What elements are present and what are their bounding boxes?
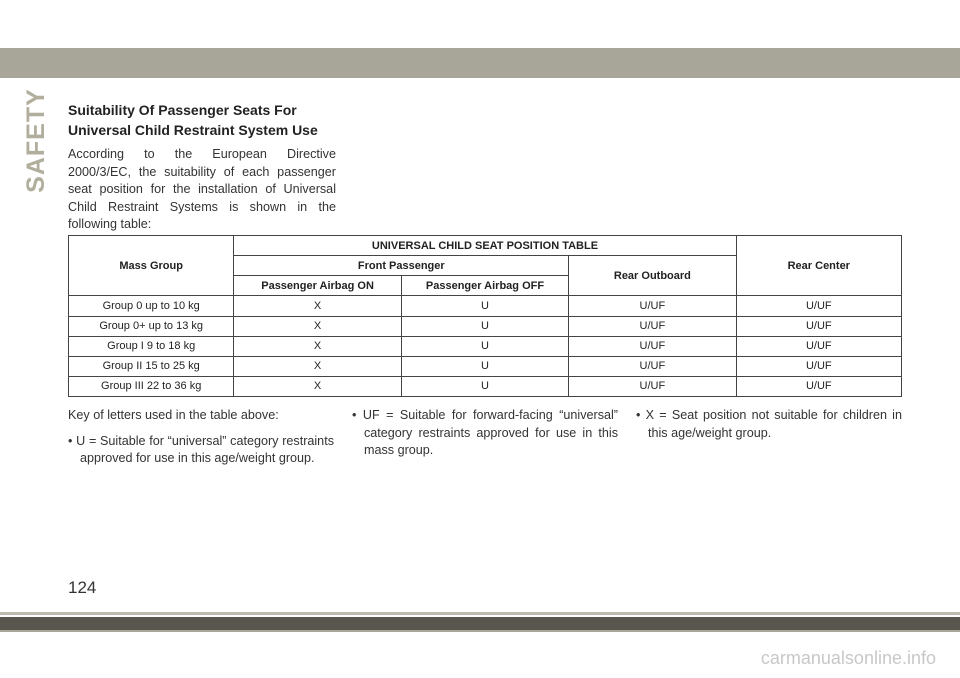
- key-u: • U = Suitable for “universal” category restraints approved for use in this age/weight group.: [68, 433, 334, 465]
- table-row: [69, 336, 902, 356]
- section-tab: [16, 87, 56, 193]
- header-rear-center: Rear Center: [736, 236, 901, 296]
- table-cell: U/UF: [569, 336, 736, 356]
- table-cell: U/UF: [736, 356, 901, 376]
- watermark: carmanualsonline.info: [760, 648, 936, 668]
- table-cell: X: [234, 356, 401, 376]
- key-column-2: [352, 407, 618, 468]
- table-cell: U/UF: [736, 316, 901, 336]
- header-front-passenger: Front Passenger: [234, 256, 569, 276]
- header-table-title: UNIVERSAL CHILD SEAT POSITION TABLE: [234, 236, 736, 256]
- table-cell: U/UF: [736, 336, 901, 356]
- section-heading: Suitability Of Passenger Seats For Universal Child Restraint System Use: [68, 102, 318, 138]
- section-tab-label: SAFETY: [21, 87, 50, 193]
- table-cell: U: [401, 296, 568, 316]
- key-column-3: [636, 407, 902, 450]
- table-cell: U: [401, 356, 568, 376]
- table-body: [69, 296, 902, 397]
- header-airbag-on: Passenger Airbag ON: [234, 276, 401, 296]
- key-x: • X = Seat position not suitable for children in this age/weight group.: [636, 408, 902, 440]
- table-cell: X: [234, 336, 401, 356]
- header-mass-group: Mass Group: [69, 236, 234, 296]
- table-cell: U/UF: [736, 376, 901, 396]
- table-cell: U: [401, 376, 568, 396]
- table-row: [69, 376, 902, 396]
- table-row: [69, 356, 902, 376]
- table-cell: Group II 15 to 25 kg: [69, 356, 234, 376]
- table-cell: Group 0+ up to 13 kg: [69, 316, 234, 336]
- table-cell: X: [234, 376, 401, 396]
- header-airbag-off: Passenger Airbag OFF: [401, 276, 568, 296]
- table-cell: U: [401, 336, 568, 356]
- top-band: [0, 48, 960, 78]
- table-row: [69, 316, 902, 336]
- header-rear-outboard: Rear Outboard: [569, 256, 736, 296]
- table-cell: U: [401, 316, 568, 336]
- key-intro: Key of letters used in the table above:: [68, 408, 279, 422]
- table-row: [69, 296, 902, 316]
- child-seat-position-table: [68, 235, 902, 397]
- bottom-rule-2: [0, 630, 960, 632]
- table-cell: X: [234, 296, 401, 316]
- table-cell: U/UF: [569, 376, 736, 396]
- intro-paragraph: According to the European Directive 2000/3/EC, the suitability of each passenger seat position for the installation of Universal Child Restraint Systems is shown in the following table:: [68, 147, 336, 231]
- table-cell: Group III 22 to 36 kg: [69, 376, 234, 396]
- page-number: 124: [68, 578, 97, 597]
- bottom-rule: [0, 612, 960, 615]
- key-uf: • UF = Suitable for forward-facing “universal” category restraints approved for use in this mass group.: [352, 408, 618, 457]
- bottom-band: [0, 617, 960, 630]
- table-cell: Group I 9 to 18 kg: [69, 336, 234, 356]
- table-cell: U/UF: [569, 316, 736, 336]
- table-cell: U/UF: [569, 296, 736, 316]
- table-cell: X: [234, 316, 401, 336]
- key-column-1: [68, 407, 334, 476]
- table-cell: U/UF: [569, 356, 736, 376]
- table-cell: Group 0 up to 10 kg: [69, 296, 234, 316]
- table-cell: U/UF: [736, 296, 901, 316]
